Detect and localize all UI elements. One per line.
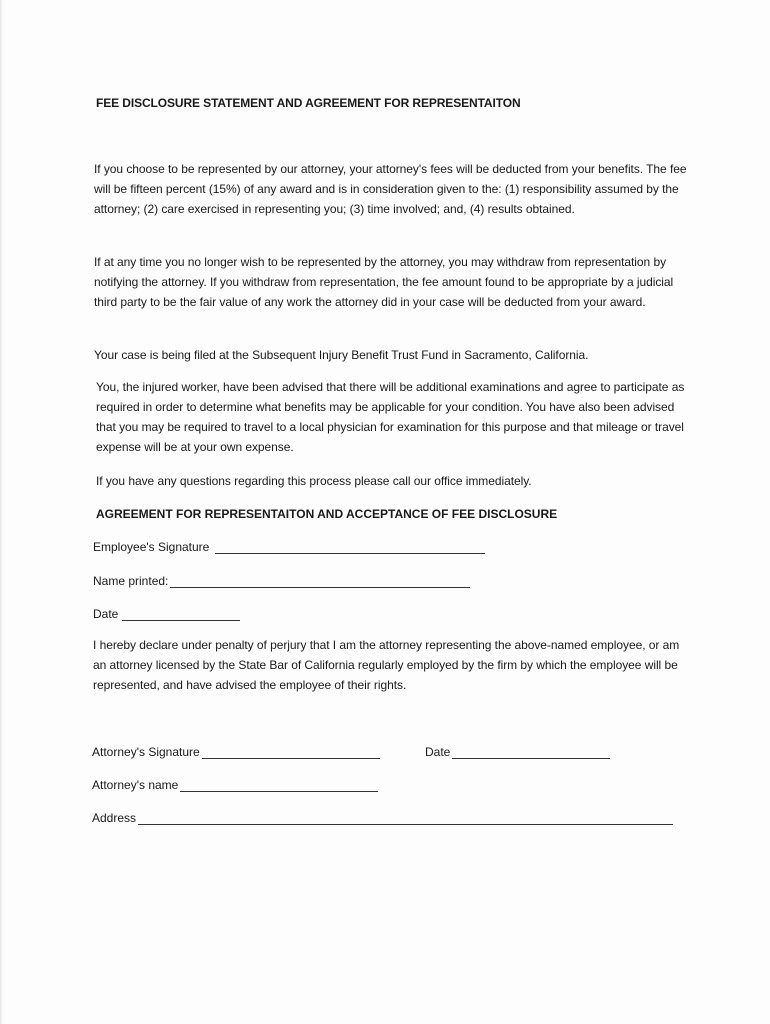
attorney-name-field[interactable] <box>92 774 378 792</box>
agreement-heading: AGREEMENT FOR REPRESENTAITON AND ACCEPTANCE OF FEE DISCLOSURE <box>96 507 558 521</box>
document-title: FEE DISCLOSURE STATEMENT AND AGREEMENT FOR REPRESENTAITON <box>96 96 521 110</box>
attorney-address-label: Address <box>92 811 137 825</box>
case-filing-paragraph: Your case is being filed at the Subsequent Injury Benefit Trust Fund in Sacramento, California. <box>94 348 589 362</box>
attorney-date-line[interactable] <box>452 746 610 759</box>
employee-signature-field[interactable] <box>93 536 485 554</box>
attorney-signature-label: Attorney's Signature <box>92 745 200 759</box>
questions-paragraph: If you have any questions regarding this process please call our office immediately. <box>96 474 532 488</box>
employee-signature-line[interactable] <box>215 541 485 554</box>
employee-signature-label: Employee's Signature <box>93 540 210 554</box>
fee-paragraph: If you choose to be represented by our attorney, your attorney's fees will be deducted from your benefits. The fee will be fifteen percent (15%) of any award and is in consideration given to the: (1) responsibility assumed by the attorney; (2) care exercised in representing you; (3) time involved; and, (4) results obtained. <box>94 162 687 216</box>
attorney-date-field[interactable] <box>425 741 610 759</box>
attorney-declaration: I hereby declare under penalty of perjury that I am the attorney representing the above-named employee, or am an attorney licensed by the State Bar of California regularly employed by the firm by which the employee will be represented, and have advised the employee of their rights. <box>93 638 680 692</box>
employee-date-line[interactable] <box>122 608 240 621</box>
attorney-name-label: Attorney's name <box>92 778 179 792</box>
employee-date-label: Date <box>93 607 119 621</box>
attorney-address-line[interactable] <box>138 812 673 825</box>
attorney-address-field[interactable] <box>92 807 673 825</box>
attorney-signature-field[interactable] <box>92 741 380 759</box>
attorney-date-label: Date <box>425 745 451 759</box>
withdrawal-paragraph: If at any time you no longer wish to be represented by the attorney, you may withdraw from representation by notifying the attorney. If you withdraw from representation, the fee amount found to be appropriate by a judicial third party to be the fair value of any work the attorney did in your case will be deducted from your award. <box>94 255 674 309</box>
name-printed-field[interactable] <box>93 570 470 588</box>
attorney-name-line[interactable] <box>180 779 378 792</box>
examination-paragraph: You, the injured worker, have been advised that there will be additional examinations and agree to participate as required in order to determine what benefits may be applicable for your condition. You have also been advised that you may be required to travel to a local physician for examination for this purpose and that mileage or travel expense will be at your own expense. <box>96 380 685 454</box>
employee-date-field[interactable] <box>93 603 240 621</box>
scan-edge <box>0 0 3 1024</box>
name-printed-line[interactable] <box>170 575 470 588</box>
name-printed-label: Name printed: <box>93 574 169 588</box>
attorney-signature-line[interactable] <box>202 746 380 759</box>
